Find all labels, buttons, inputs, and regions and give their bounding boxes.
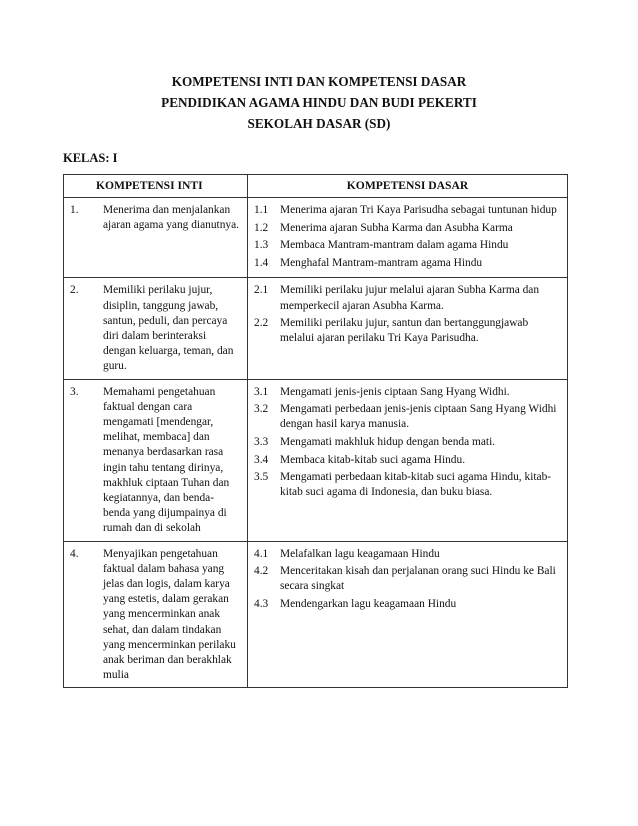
table-row: [64, 278, 568, 379]
kd-item: [254, 221, 561, 236]
kd-item: [254, 238, 561, 253]
title-line-2: PENDIDIKAN AGAMA HINDU DAN BUDI PEKERTI: [161, 95, 477, 110]
table-header-row: [64, 175, 568, 198]
kd-text: Membaca Mantram-mantram dalam agama Hindu: [280, 239, 509, 252]
kd-number: 2.2: [254, 317, 269, 330]
kd-text: Menghafal Mantram-mantram agama Hindu: [280, 256, 483, 269]
ki-text: Menerima dan menjalankan ajaran agama yang dianutnya.: [103, 204, 239, 232]
kd-number: 1.2: [254, 221, 269, 234]
ki-text: Memahami pengetahuan faktual dengan cara mengamati [mendengar, melihat, membaca] dan menanya berdasarkan rasa ingin tahu tentang dirinya, makhluk ciptaan Tuhan dan kegiatannya, dan benda-benda yang dijumpainya di rumah dan di sekolah: [103, 385, 230, 535]
kd-text: Menerima ajaran Tri Kaya Parisudha sebagai tuntunan hidup: [280, 204, 557, 216]
kd-number: 2.1: [254, 284, 269, 297]
kd-text: Mengamati perbedaan jenis-jenis ciptaan Sang Hyang Widhi dengan hasil karya manusia.: [280, 403, 557, 431]
kd-cell: [248, 278, 568, 379]
kd-item: [254, 597, 561, 612]
ki-cell: [64, 198, 248, 278]
kd-number: 4.2: [254, 565, 269, 578]
ki-number: 3.: [70, 385, 79, 398]
kd-text: Memiliki perilaku jujur melalui ajaran Subha Karma dan memperkecil ajaran Asubha Karma.: [280, 284, 540, 312]
kd-number: 1.4: [254, 256, 269, 269]
ki-number: 1.: [70, 204, 79, 216]
ki-cell: [64, 541, 248, 688]
kd-cell: [248, 198, 568, 278]
kd-item: [254, 283, 561, 313]
kd-text: Mengamati makhluk hidup dengan benda mati.: [280, 435, 496, 448]
kd-item: [254, 385, 561, 400]
kd-item: [254, 435, 561, 450]
ki-cell: [64, 278, 248, 379]
ki-text: Memiliki perilaku jujur, disiplin, tanggung jawab, santun, peduli, dan percaya diri dalam berinteraksi dengan keluarga, teman, dan guru.: [103, 284, 234, 373]
table-row: [64, 379, 568, 541]
class-label: KELAS: I: [63, 151, 118, 165]
kd-number: 4.3: [254, 598, 269, 611]
table-body: [64, 198, 568, 688]
table-row: [64, 541, 568, 688]
title-line-1: KOMPETENSI INTI DAN KOMPETENSI DASAR: [171, 74, 467, 89]
table-row: [64, 198, 568, 278]
kd-item: [254, 256, 561, 271]
kd-text: Menerima ajaran Subha Karma dan Asubha Karma: [280, 221, 513, 234]
kd-text: Mengamati jenis-jenis ciptaan Sang Hyang Widhi.: [280, 385, 510, 398]
kd-item: [254, 453, 561, 468]
ki-text: Menyajikan pengetahuan faktual dalam bahasa yang jelas dan logis, dalam karya yang estetis, dalam gerakan yang mencerminkan anak sehat, dan dalam tindakan yang mencerminkan perilaku anak beriman dan berakhlak mulia: [103, 547, 236, 682]
kd-item: [254, 547, 561, 562]
ki-cell: [64, 379, 248, 541]
kd-item: [254, 564, 561, 594]
ki-number: 4.: [70, 547, 79, 560]
kd-text: Memiliki perilaku jujur, santun dan bertanggungjawab melalui ajaran perilaku Tri Kaya Parisudha.: [280, 317, 529, 345]
kd-number: 1.1: [254, 204, 269, 216]
kd-text: Menceritakan kisah dan perjalanan orang suci Hindu ke Bali secara singkat: [280, 565, 556, 593]
kd-number: 4.1: [254, 547, 269, 560]
header-kompetensi-dasar: KOMPETENSI DASAR: [248, 175, 568, 198]
kd-number: 3.5: [254, 471, 269, 484]
document-title: [0, 71, 638, 134]
kd-text: Membaca kitab-kitab suci agama Hindu.: [280, 453, 466, 466]
kd-number: 3.1: [254, 385, 269, 398]
kd-item: [254, 316, 561, 346]
kd-number: 3.2: [254, 403, 269, 416]
kd-number: 3.4: [254, 453, 269, 466]
kd-item: [254, 203, 561, 218]
kd-cell: [248, 541, 568, 688]
competency-table: [63, 174, 568, 688]
kd-number: 1.3: [254, 239, 269, 252]
header-kompetensi-inti: KOMPETENSI INTI: [64, 175, 248, 198]
kd-cell: [248, 379, 568, 541]
title-line-3: SEKOLAH DASAR (SD): [247, 116, 391, 131]
kd-text: Melafalkan lagu keagamaan Hindu: [280, 547, 440, 560]
kd-text: Mendengarkan lagu keagamaan Hindu: [280, 598, 457, 611]
kd-item: [254, 470, 561, 500]
kd-item: [254, 402, 561, 432]
kd-number: 3.3: [254, 435, 269, 448]
ki-number: 2.: [70, 284, 79, 297]
kd-text: Mengamati perbedaan kitab-kitab suci agama Hindu, kitab-kitab suci agama di Indonesia, dan buku biasa.: [280, 471, 552, 499]
